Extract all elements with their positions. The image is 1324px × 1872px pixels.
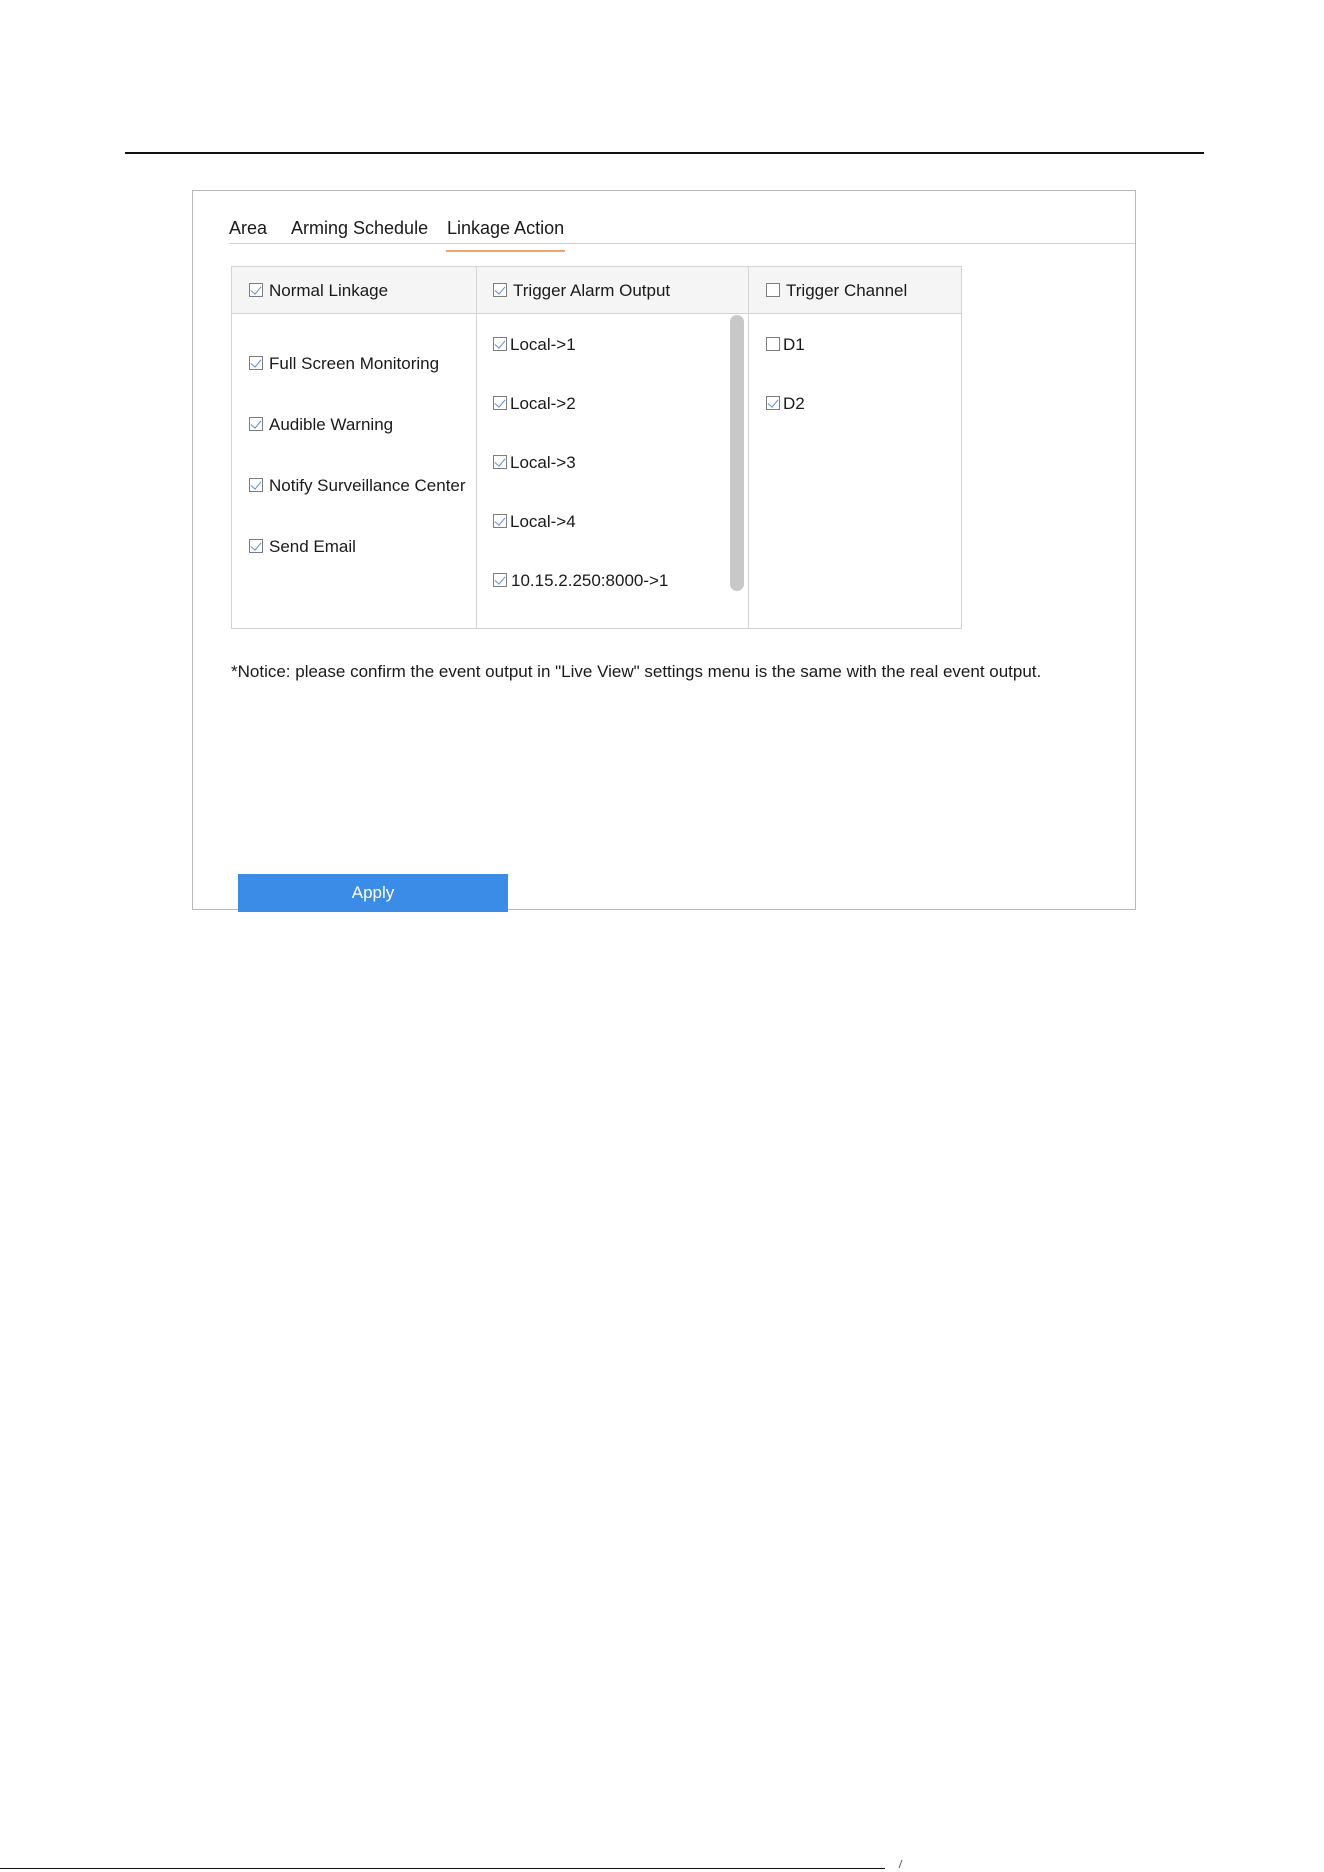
page-footer-rule	[0, 1868, 885, 1869]
check-icon	[250, 539, 261, 551]
normal-linkage-label: Normal Linkage	[269, 281, 389, 300]
linkage-table	[231, 266, 962, 629]
check-icon	[250, 283, 261, 295]
trigger-channel-header	[749, 267, 961, 314]
tab-area[interactable]: Area	[229, 218, 268, 238]
alarm-output-local-3-label: Local->3	[510, 453, 576, 472]
alarm-output-local-2-label: Local->2	[510, 394, 576, 413]
alarm-output-local-4-checkbox[interactable]	[493, 514, 507, 528]
check-icon	[494, 283, 505, 295]
audible-warning-label: Audible Warning	[269, 415, 394, 434]
normal-linkage-column	[232, 267, 476, 628]
normal-linkage-header	[232, 267, 476, 314]
full-screen-monitoring-label: Full Screen Monitoring	[269, 354, 440, 373]
event-output-notice: *Notice: please confirm the event output in "Live View" settings menu is the same with the real event output.	[231, 662, 1042, 681]
alarm-output-ip-1-label: 10.15.2.250:8000->1	[511, 571, 669, 590]
channel-d1-label: D1	[783, 335, 805, 354]
check-icon	[494, 396, 505, 408]
audible-warning-checkbox[interactable]	[249, 417, 263, 431]
normal-linkage-checkbox[interactable]	[249, 283, 263, 297]
trigger-alarm-output-column	[476, 267, 748, 628]
check-icon	[250, 478, 261, 490]
apply-button[interactable]: Apply	[238, 874, 508, 912]
check-icon	[250, 417, 261, 429]
check-icon	[250, 356, 261, 368]
check-icon	[494, 514, 505, 526]
channel-d1-checkbox[interactable]	[766, 337, 780, 351]
trigger-channel-label: Trigger Channel	[786, 281, 908, 300]
check-icon	[494, 455, 505, 467]
tab-bar	[229, 205, 1135, 244]
full-screen-monitoring-checkbox[interactable]	[249, 356, 263, 370]
alarm-output-local-4-label: Local->4	[510, 512, 576, 531]
send-email-checkbox[interactable]	[249, 539, 263, 553]
linkage-settings-panel	[192, 190, 1136, 910]
channel-d2-checkbox[interactable]	[766, 396, 780, 410]
alarm-output-ip-1-checkbox[interactable]	[493, 573, 507, 587]
trigger-alarm-output-label: Trigger Alarm Output	[513, 281, 671, 300]
tab-linkage-action[interactable]: Linkage Action	[447, 218, 565, 238]
notify-surveillance-center-label: Notify Surveillance Center	[269, 476, 466, 495]
notify-surveillance-center-checkbox[interactable]	[249, 478, 263, 492]
tab-arming-schedule[interactable]: Arming Schedule	[291, 218, 429, 238]
send-email-label: Send Email	[269, 537, 356, 556]
check-icon	[494, 573, 505, 585]
trigger-channel-checkbox[interactable]	[766, 283, 780, 297]
trigger-alarm-output-header	[477, 267, 748, 314]
check-icon	[494, 337, 505, 349]
trigger-alarm-output-checkbox[interactable]	[493, 283, 507, 297]
alarm-output-local-3-checkbox[interactable]	[493, 455, 507, 469]
alarm-output-local-1-checkbox[interactable]	[493, 337, 507, 351]
footer-mark	[899, 1860, 909, 1868]
trigger-channel-column	[748, 267, 961, 628]
page-header-rule	[125, 152, 1204, 154]
alarm-output-local-1-label: Local->1	[510, 335, 576, 354]
alarm-output-local-2-checkbox[interactable]	[493, 396, 507, 410]
check-icon	[767, 396, 778, 408]
alarm-output-scrollbar[interactable]	[730, 315, 744, 591]
channel-d2-label: D2	[783, 394, 805, 413]
